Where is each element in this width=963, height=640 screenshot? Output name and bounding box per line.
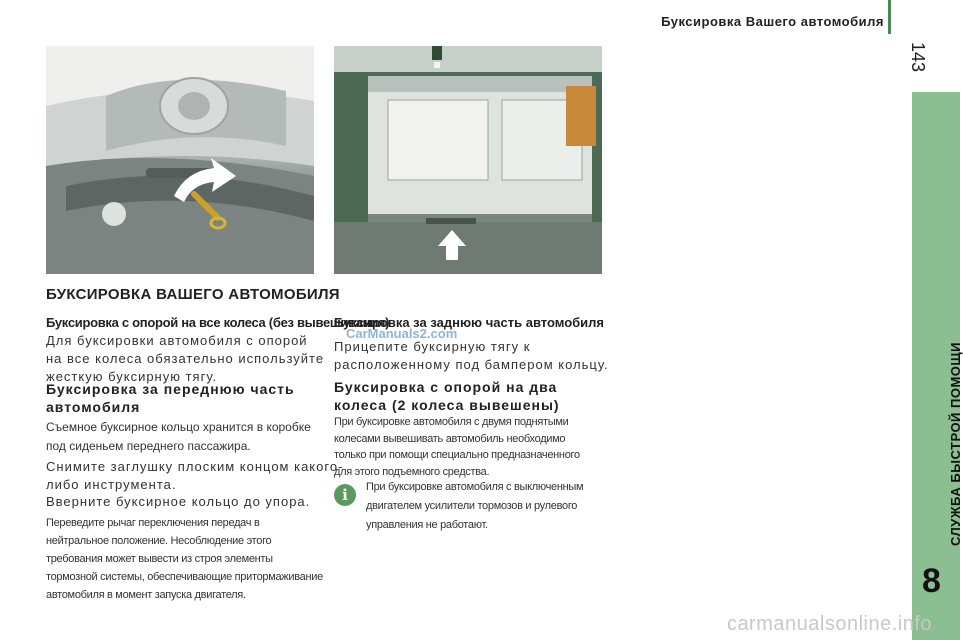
heading-front-towing: Буксировка за переднюю часть автомобиля (46, 381, 295, 415)
paragraph-rear-ring: Прицепите буксирную тягу к расположенному под бампером кольцу. (334, 339, 609, 372)
info-icon: i (334, 484, 356, 506)
page-number: 143 (908, 42, 928, 73)
heading-two-wheels: Буксировка с опорой на два колеса (2 колеса вывешены) (334, 379, 560, 413)
rear-tow-ring-photo (334, 46, 602, 274)
info-note: При буксировке автомобиля с выключенным двигателем усилители тормозов и рулевого управления не работают. (366, 481, 584, 531)
watermark-carmanualsonline: carmanualsonline.info (726, 613, 932, 635)
paragraph-remove-cap: Снимите заглушку плоским концом какого- либо инструмента. (46, 459, 344, 492)
watermark-carmanuals2: CarManuals2.com (346, 326, 458, 341)
paragraph-ring-storage: Съемное буксирное кольцо хранится в коробке под сиденьем переднего пассажира. (46, 420, 311, 453)
running-header-title: Буксировка Вашего автомобиля (661, 14, 884, 29)
paragraph-screw-ring: Вверните буксирное кольцо до упора. (46, 494, 311, 509)
main-heading: БУКСИРОВКА ВАШЕГО АВТОМОБИЛЯ (46, 286, 340, 303)
front-tow-ring-photo (46, 46, 314, 274)
paragraph-lifting-device: При буксировке автомобиля с двумя поднятыми колесами вывешивать автомобиль необходимо только при помощи специально предназначенного для этого подъемного средства. (334, 416, 580, 478)
chapter-title: СЛУЖБА БЫСТРОЙ ПОМОЩИ (948, 341, 963, 546)
heading-rear-towing: Буксировка за заднюю часть автомобиля (334, 315, 604, 330)
header-divider (888, 0, 891, 34)
subheading-all-wheels: Буксировка с опорой на все колеса (без вывешивания) (46, 315, 390, 330)
chapter-number: 8 (922, 562, 941, 600)
paragraph-rigid-bar: Для буксировки автомобиля с опорой на все колеса обязательно используйте жесткую буксирную тягу. (46, 333, 325, 384)
paragraph-neutral-gear: Переведите рычаг переключения передач в нейтральное положение. Несоблюдение этого требования может вывести из строя элементы тормозной системы, обеспечивающие притормаживание автомобиля в момент запуска двигателя. (46, 517, 323, 601)
